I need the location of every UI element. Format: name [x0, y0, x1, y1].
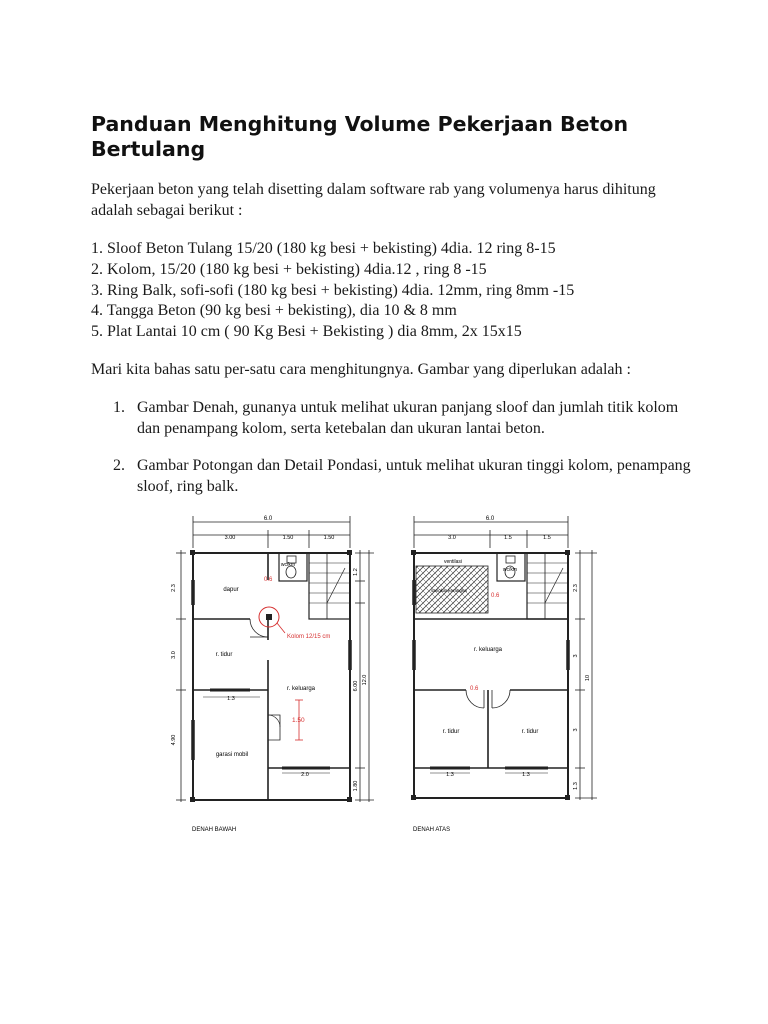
dim-right-bottom: 1.80 [353, 780, 359, 792]
plan-upper-labels [413, 516, 591, 833]
dim-left: 3.0 [171, 651, 177, 659]
dim-right-bottom: 1.3 [573, 782, 579, 790]
door-width-annotation: 0.6 [470, 686, 479, 692]
intro-paragraph: Pekerjaan beton yang telah disetting dalam software rab yang volumenya harus dihitung adalah sebagai berikut : [91, 181, 656, 219]
dim-right-top: 1.2 [353, 568, 359, 576]
room-label: r. tidur [215, 652, 233, 658]
room-label: r. keluarga [473, 647, 503, 653]
dim-bottom: 1.3 [522, 772, 530, 778]
room-label: dapur [223, 587, 239, 593]
plan-caption: DENAH ATAS [413, 827, 451, 833]
dim-top-segment: 1.5 [543, 535, 551, 541]
dim-right: 2.3 [573, 584, 579, 592]
list-number: 1. [113, 399, 125, 416]
room-label: r. tidur [442, 729, 460, 735]
room-label: r. tidur [521, 729, 539, 735]
dim-top-segment: 1.5 [504, 535, 512, 541]
transition-paragraph: Mari kita bahas satu per-satu cara menghitungnya. Gambar yang diperlukan adalah : [91, 361, 631, 378]
plan-upper [411, 516, 597, 800]
list-number: 2. [113, 457, 125, 474]
document-title: Panduan Menghitung Volume Pekerjaan Beton Bertulang [91, 112, 629, 161]
work-item: 5. Plat Lantai 10 cm ( 90 Kg Besi + Bekisting ) dia 8mm, 2x 15x15 [91, 323, 522, 340]
room-label: r. keluarga [286, 686, 316, 692]
plan-lower-labels [171, 516, 368, 833]
dim-top-segment: 1.50 [323, 535, 335, 541]
work-item: 3. Ring Balk, sofi-sofi (180 kg besi + bekisting) 4dia. 12mm, ring 8mm -15 [91, 282, 575, 299]
dim-inner-h: 1.3 [227, 696, 235, 702]
work-item: 4. Tangga Beton (90 kg besi + bekisting), dia 10 & 8 mm [91, 302, 457, 319]
dim-left: 4.90 [171, 734, 177, 746]
dim-right: 3 [573, 728, 579, 732]
plan-lower [176, 516, 374, 802]
plan-caption: DENAH BAWAH [192, 827, 237, 833]
dim-top-segment: 1.50 [282, 535, 294, 541]
dim-bottom: 2.0 [301, 772, 309, 778]
column-annotation: Kolom 12/15 cm [287, 634, 331, 640]
span-annotation: 1.50 [292, 717, 305, 724]
room-label: wc/km [280, 562, 296, 568]
dim-top-segment: 3.0 [448, 535, 456, 541]
room-label: garasi mobil [215, 752, 249, 758]
work-item: 2. Kolom, 15/20 (180 kg besi + bekisting) 4dia.12 , ring 8 -15 [91, 261, 487, 278]
dim-right-total: 12.0 [362, 674, 368, 686]
dim-total-width: 6.0 [263, 516, 273, 522]
void-label: sangkar kerangka [431, 588, 467, 593]
dim-right: 3 [573, 654, 579, 658]
room-label: ventilasi [443, 559, 463, 565]
dim-left: 2.3 [171, 584, 177, 592]
door-width-annotation: 0.6 [264, 577, 273, 583]
list-item: Gambar Denah, gunanya untuk melihat ukuran panjang sloof dan jumlah titik kolom dan penampang kolom, serta ketebalan dan ukuran lantai beton. [137, 399, 679, 437]
room-label: wc/km [502, 567, 518, 573]
dim-right-total: 10 [585, 674, 591, 682]
door-width-annotation: 0.6 [491, 593, 500, 599]
list-item: Gambar Potongan dan Detail Pondasi, untuk melihat ukuran tinggi kolom, penampang sloof, ring balk. [137, 457, 691, 495]
dim-total-width: 6.0 [485, 516, 495, 522]
work-item: 1. Sloof Beton Tulang 15/20 (180 kg besi + bekisting) 4dia. 12 ring 8-15 [91, 240, 556, 257]
dim-top-segment: 3.00 [224, 535, 236, 541]
dim-bottom: 1.3 [446, 772, 454, 778]
dim-right-inner: 6.00 [353, 680, 359, 692]
